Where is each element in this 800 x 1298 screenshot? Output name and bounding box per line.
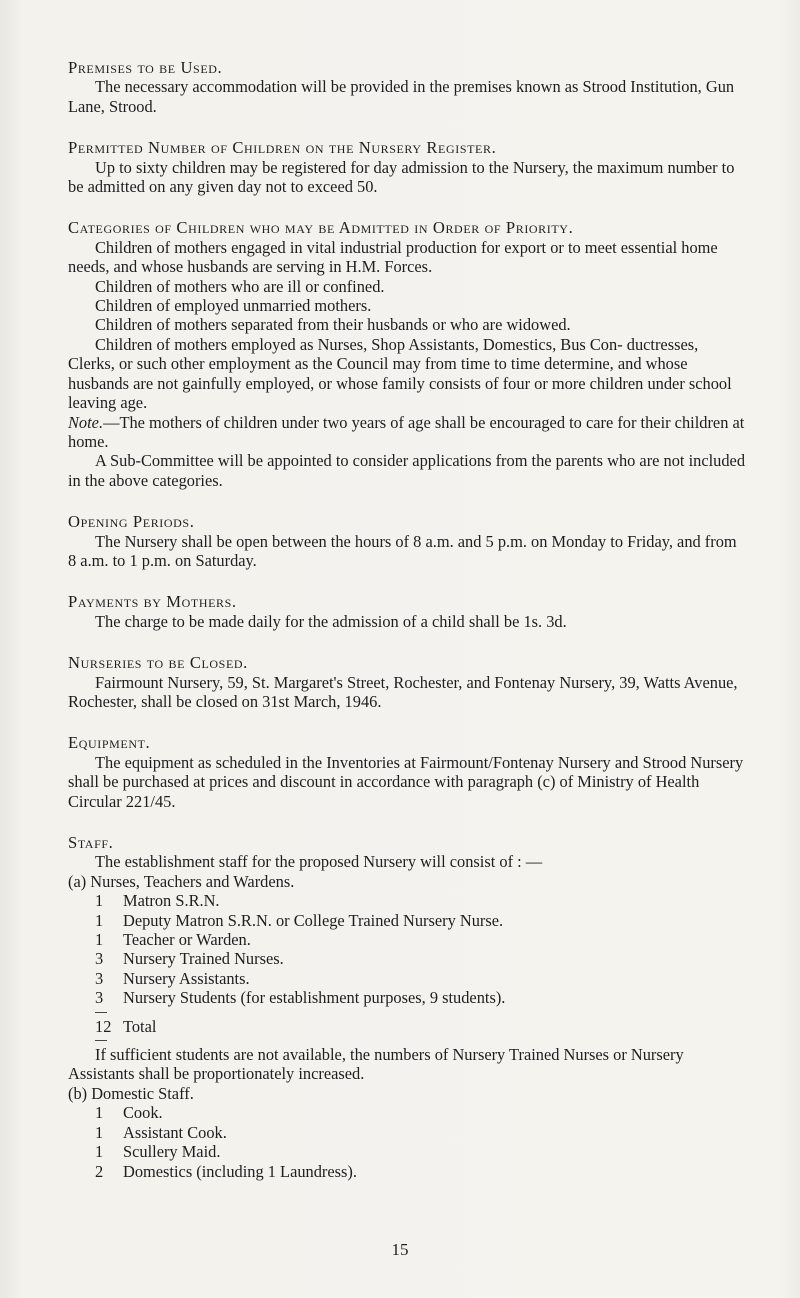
list-item xyxy=(95,949,748,968)
staff-role: Assistant Cook. xyxy=(123,1122,227,1142)
total-rule-top xyxy=(95,1012,107,1013)
staff-count: 1 xyxy=(95,1103,104,1123)
staff-count: 3 xyxy=(95,949,104,969)
section-closed xyxy=(68,653,748,711)
subcommittee-paragraph: A Sub-Committee will be appointed to consider applications from the parents who are not included in the above categories. xyxy=(68,451,746,490)
heading-categories: Categories of Children who may be Admitted in Order of Priority. xyxy=(68,218,574,238)
note-label: Note. xyxy=(68,412,104,432)
section-equipment xyxy=(68,733,748,811)
category-item: Children of mothers who are ill or confined. xyxy=(95,276,385,296)
category-item: Children of mothers engaged in vital industrial production for export or to meet essential home needs, and whose husbands are serving in H.M. Forces. xyxy=(68,237,718,277)
heading-payments: Payments by Mothers. xyxy=(68,592,237,612)
total-rule-bottom xyxy=(95,1040,107,1041)
heading-staff: Staff. xyxy=(68,833,114,852)
list-item xyxy=(95,1162,748,1181)
heading-permitted: Permitted Number of Children on the Nursery Register. xyxy=(68,138,497,158)
staff-role: Nursery Trained Nurses. xyxy=(123,949,284,969)
document-body xyxy=(68,58,748,1203)
total-label: Total xyxy=(123,1016,157,1036)
section-premises xyxy=(68,58,748,116)
staff-group-b: (b) Domestic Staff. xyxy=(68,1083,194,1103)
list-item xyxy=(95,1123,748,1142)
note-text: —The mothers of children under two years of age shall be encouraged to care for their children at home. xyxy=(68,412,745,451)
total-row xyxy=(95,1017,748,1036)
heading-premises: Premises to be Used. xyxy=(68,58,223,77)
list-item xyxy=(95,930,748,949)
section-staff xyxy=(68,833,748,1181)
section-opening xyxy=(68,512,748,570)
staff-role: Cook. xyxy=(123,1103,163,1123)
staff-role: Nursery Assistants. xyxy=(123,968,250,988)
staff-role: Nursery Students (for establishment purposes, 9 students). xyxy=(123,988,506,1008)
staff-count: 3 xyxy=(95,988,104,1008)
category-item: Children of mothers separated from their husbands or who are widowed. xyxy=(95,315,571,335)
staff-role: Matron S.R.N. xyxy=(123,891,220,911)
staff-intro: The establishment staff for the proposed Nursery will consist of : — xyxy=(95,852,543,872)
paragraph-premises: The necessary accommodation will be provided in the premises known as Strood Institution, Gun Lane, Strood. xyxy=(68,77,735,116)
section-payments xyxy=(68,592,748,631)
category-item: Children of employed unmarried mothers. xyxy=(95,296,372,316)
heading-opening: Opening Periods. xyxy=(68,512,195,532)
staff-count: 3 xyxy=(95,968,104,988)
heading-closed: Nurseries to be Closed. xyxy=(68,653,248,673)
list-item xyxy=(95,891,748,910)
section-permitted xyxy=(68,138,748,196)
staff-count: 1 xyxy=(95,910,104,930)
heading-equipment: Equipment. xyxy=(68,733,151,753)
total-count: 12 xyxy=(95,1016,112,1036)
staff-role: Domestics (including 1 Laundress). xyxy=(123,1161,357,1181)
staff-count: 1 xyxy=(95,1142,104,1162)
paragraph-permitted: Up to sixty children may be registered for day admission to the Nursery, the maximum number to be admitted on any given day not to exceed 50. xyxy=(68,157,735,197)
staff-note: If sufficient students are not available, the numbers of Nursery Trained Nurses or Nursery Assistants shall be proportionately increased. xyxy=(68,1045,684,1084)
staff-role: Scullery Maid. xyxy=(123,1142,221,1162)
list-item xyxy=(95,911,748,930)
staff-count: 1 xyxy=(95,1122,104,1142)
staff-count: 1 xyxy=(95,891,104,911)
paragraph-closed: Fairmount Nursery, 59, St. Margaret's Street, Rochester, and Fontenay Nursery, 39, Watts Avenue, Rochester, shall be closed on 31st March, 1946. xyxy=(68,672,738,711)
list-item xyxy=(95,1142,748,1161)
list-item xyxy=(95,988,748,1007)
paragraph-payments: The charge to be made daily for the admission of a child shall be 1s. 3d. xyxy=(95,611,567,631)
list-item xyxy=(95,969,748,988)
staff-count: 1 xyxy=(95,930,104,950)
category-item: Children of mothers employed as Nurses, Shop Assistants, Domestics, Bus Con- ductresses, Clerks, or such other employment as the Council may from time to time determine, and whose husbands are not gainfully employed, or whose family consists of four or more children under school leaving age. xyxy=(68,334,732,413)
staff-group-a: (a) Nurses, Teachers and Wardens. xyxy=(68,871,295,891)
staff-role: Deputy Matron S.R.N. or College Trained Nursery Nurse. xyxy=(123,910,504,930)
paragraph-equipment: The equipment as scheduled in the Inventories at Fairmount/Fontenay Nursery and Strood Nursery shall be purchased at prices and discount in accordance with paragraph (c) of Ministry of Health Circular 221/45. xyxy=(68,752,744,811)
staff-b-list xyxy=(95,1103,748,1181)
staff-a-list xyxy=(95,891,748,1041)
staff-role: Teacher or Warden. xyxy=(123,930,251,950)
section-categories xyxy=(68,218,748,490)
note-paragraph xyxy=(68,413,748,452)
paragraph-opening: The Nursery shall be open between the hours of 8 a.m. and 5 p.m. on Monday to Friday, and from 8 a.m. to 1 p.m. on Saturday. xyxy=(68,531,737,570)
list-item xyxy=(95,1103,748,1122)
staff-count: 2 xyxy=(95,1161,104,1181)
page-number: 15 xyxy=(391,1240,409,1259)
